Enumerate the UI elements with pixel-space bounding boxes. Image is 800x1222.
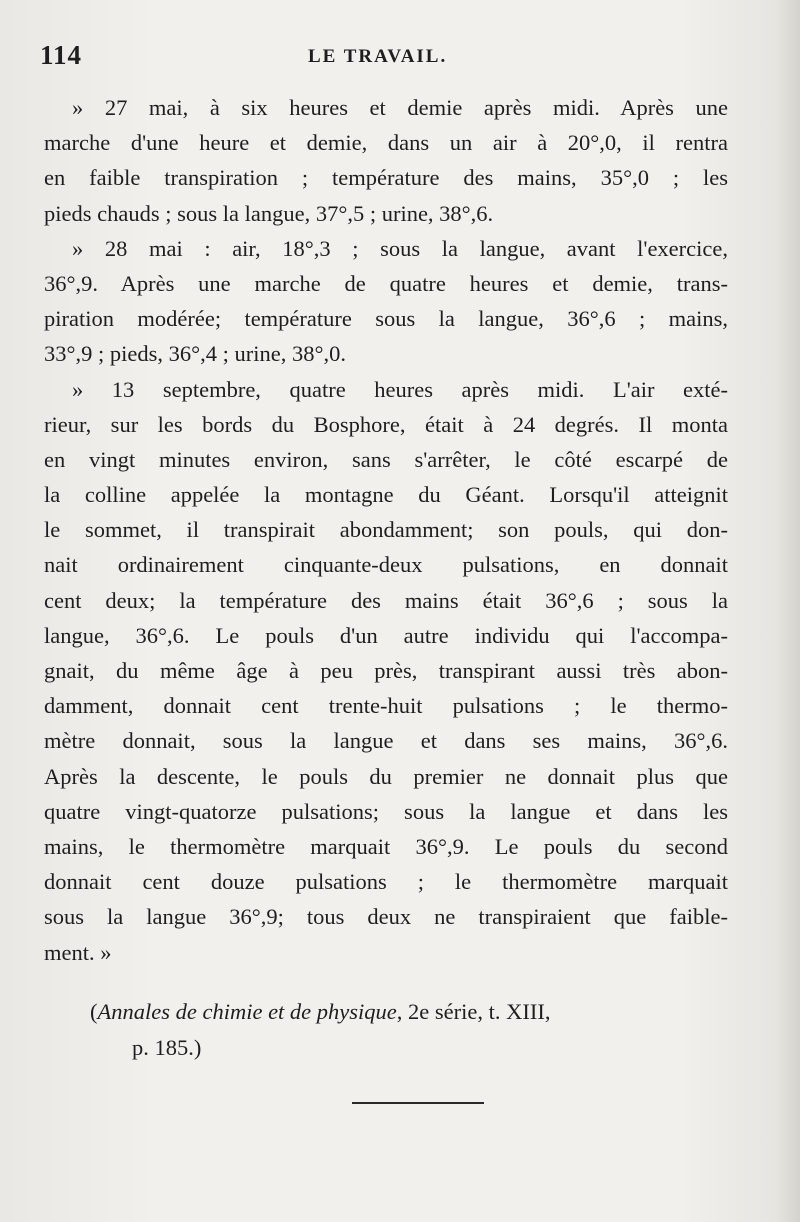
page-number: 114 [40, 40, 83, 70]
text-line: » 28 mai : air, 18°,3 ; sous la langue, avant l'exercice, [72, 235, 728, 261]
text-line: cent deux; la température des mains était 36°,6 ; sous la [44, 587, 728, 613]
text-line: rieur, sur les bords du Bosphore, était à 24 degrés. Il monta [44, 411, 728, 437]
text-line: donnait cent douze pulsations ; le thermomètre marquait [44, 869, 728, 895]
text-line: Après la descente, le pouls du premier ne donnait plus que [44, 763, 728, 789]
text-line: en faible transpiration ; température des mains, 35°,0 ; les [44, 165, 728, 191]
text-line: » 13 septembre, quatre heures après midi. L'air exté- [72, 376, 728, 402]
text-line: nait ordinairement cinquante-deux pulsations, en donnait [44, 552, 728, 578]
text-line: pieds chauds ; sous la langue, 37°,5 ; urine, 38°,6. [44, 200, 494, 226]
text-line: damment, donnait cent trente-huit pulsations ; le thermo- [44, 693, 728, 719]
running-title: LE TRAVAIL. [308, 46, 448, 67]
citation-page: p. 185.) [132, 1035, 202, 1060]
citation-volume: , 2e série, t. XIII, [396, 999, 551, 1024]
text-line: sous la langue 36°,9; tous deux ne transpiraient que faible- [44, 904, 728, 930]
text-line: marche d'une heure et demie, dans un air à 20°,0, il rentra [44, 130, 728, 156]
text-line: 36°,9. Après une marche de quatre heures et demie, trans- [44, 270, 728, 296]
page-header [40, 40, 720, 80]
text-line: la colline appelée la montagne du Géant. Lorsqu'il atteignit [44, 482, 728, 508]
text-line: ment. » [44, 939, 112, 965]
citation [90, 994, 710, 1066]
citation-line [90, 994, 710, 1030]
section-rule [352, 1102, 484, 1104]
text-line: 33°,9 ; pieds, 36°,4 ; urine, 38°,0. [44, 341, 346, 367]
citation-open: ( [90, 999, 98, 1024]
text-line: mains, le thermomètre marquait 36°,9. Le pouls du second [44, 833, 728, 859]
text-line: en vingt minutes environ, sans s'arrêter, le côté escarpé de [44, 446, 728, 472]
text-line: langue, 36°,6. Le pouls d'un autre individu qui l'accompa- [44, 622, 728, 648]
text-line: quatre vingt-quatorze pulsations; sous la langue et dans les [44, 798, 728, 824]
text-line: piration modérée; température sous la langue, 36°,6 ; mains, [44, 306, 728, 332]
text-line: mètre donnait, sous la langue et dans ses mains, 36°,6. [44, 728, 728, 754]
text-line: le sommet, il transpirait abondamment; son pouls, qui don- [44, 517, 728, 543]
text-line: » 27 mai, à six heures et demie après midi. Après une [72, 95, 728, 120]
text-line: gnait, du même âge à peu près, transpirant aussi très abon- [44, 658, 728, 683]
body-text [44, 90, 728, 970]
citation-source: Annales de chimie et de physique [97, 999, 397, 1024]
